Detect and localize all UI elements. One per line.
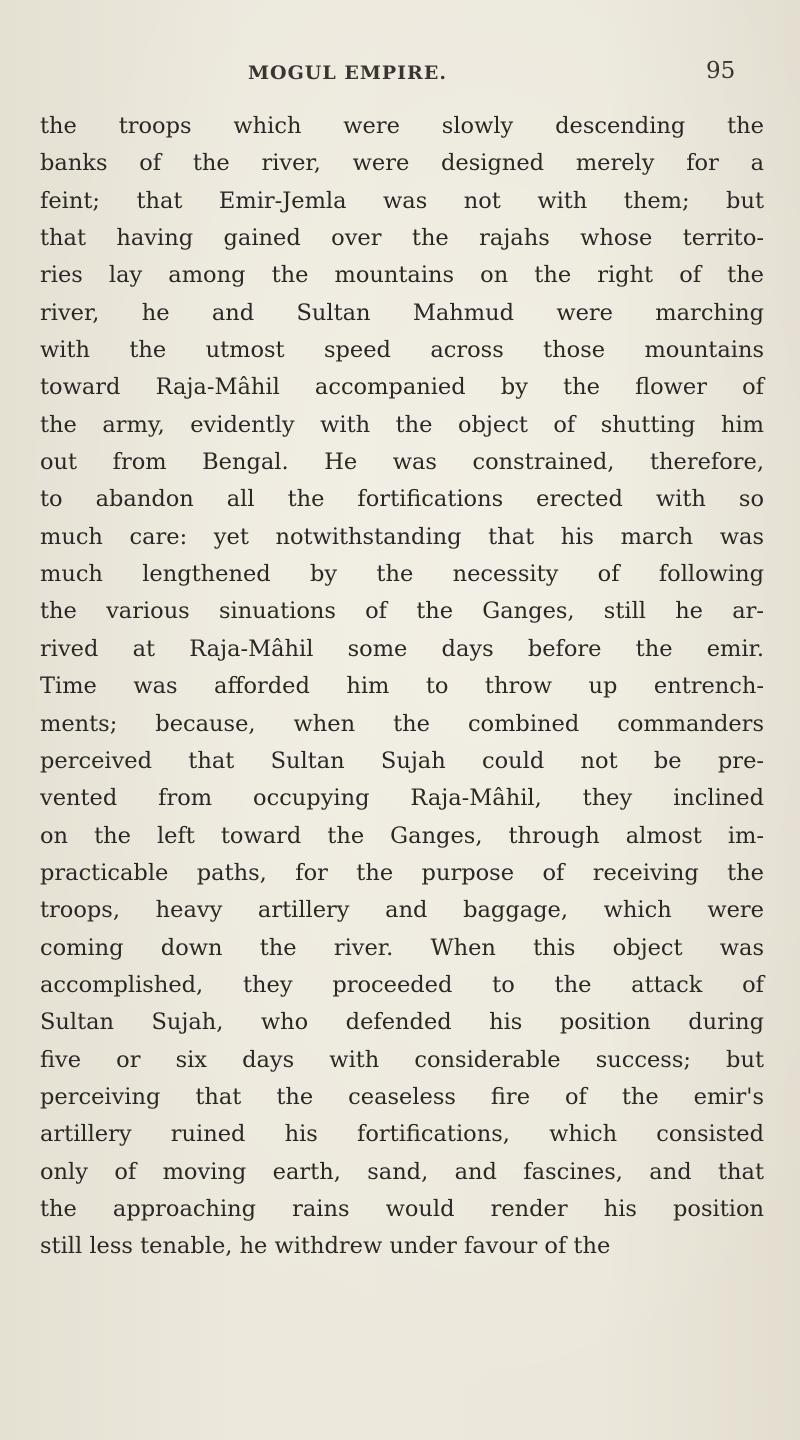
text-line: the troops which were slowly descending the bbox=[40, 113, 764, 139]
text-line: the approaching rains would render his position bbox=[40, 1195, 764, 1222]
text-line: only of moving earth, sand, and fascines, and that bbox=[40, 1158, 764, 1185]
text-line: on the left toward the Ganges, through almost im- bbox=[40, 822, 764, 849]
text-line: practicable paths, for the purpose of receiving the bbox=[40, 859, 764, 886]
text-line: banks of the river, were designed merely for a bbox=[40, 150, 764, 177]
text-line: out from Bengal. He was constrained, therefore, bbox=[40, 449, 764, 476]
text-line: five or six days with considerable success; but bbox=[40, 1046, 764, 1073]
text-line: perceived that Sultan Sujah could not be pre- bbox=[40, 747, 764, 774]
text-line: much care: yet notwithstanding that his march was bbox=[40, 523, 764, 550]
text-line: troops, heavy artillery and baggage, which were bbox=[40, 897, 764, 924]
text-line: Time was afforded him to throw up entrench- bbox=[40, 673, 764, 700]
text-line: much lengthened by the necessity of following bbox=[40, 561, 764, 588]
body-text bbox=[40, 108, 764, 1266]
running-title: MOGUL EMPIRE. bbox=[248, 62, 447, 84]
text-line: still less tenable, he withdrew under favour of the bbox=[40, 1233, 611, 1260]
text-line: coming down the river. When this object was bbox=[40, 934, 764, 961]
text-line: with the utmost speed across those mountains bbox=[40, 337, 764, 364]
text-line: rived at Raja-Mâhil some days before the emir. bbox=[40, 635, 764, 662]
text-line: Sultan Sujah, who defended his position during bbox=[40, 1009, 764, 1036]
text-line: artillery ruined his fortifications, which consisted bbox=[40, 1121, 764, 1148]
text-line: ments; because, when the combined commanders bbox=[40, 710, 764, 737]
text-line: to abandon all the fortifications erected with so bbox=[40, 486, 764, 513]
text-line: ries lay among the mountains on the right of the bbox=[40, 262, 764, 289]
text-line: accomplished, they proceeded to the attack of bbox=[40, 971, 764, 998]
page-number: 95 bbox=[706, 58, 736, 84]
text-line: vented from occupying Raja-Mâhil, they inclined bbox=[40, 785, 764, 812]
text-line: the various sinuations of the Ganges, still he ar- bbox=[40, 598, 764, 625]
text-line: that having gained over the rajahs whose territo- bbox=[40, 225, 764, 252]
text-line: feint; that Emir-Jemla was not with them; but bbox=[40, 187, 764, 214]
text-line: toward Raja-Mâhil accompanied by the flower of bbox=[40, 374, 764, 401]
text-line: the army, evidently with the object of shutting him bbox=[40, 411, 764, 438]
text-line: river, he and Sultan Mahmud were marching bbox=[40, 299, 764, 326]
text-line: perceiving that the ceaseless fire of the emir's bbox=[40, 1083, 764, 1110]
page-header bbox=[0, 58, 800, 96]
